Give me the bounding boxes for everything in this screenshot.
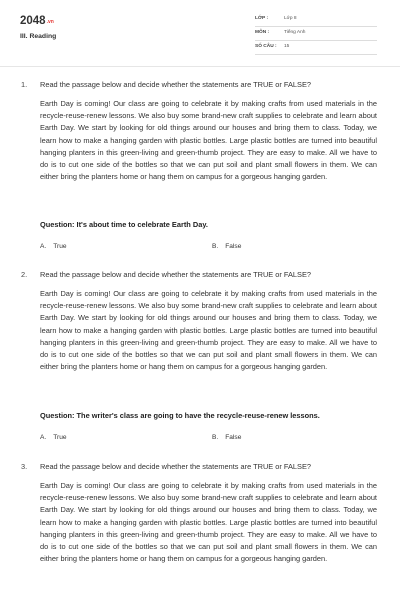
site-logo[interactable]	[20, 15, 54, 27]
option-letter: A.	[40, 243, 47, 250]
option-letter: A.	[40, 434, 47, 441]
option-a[interactable]	[40, 434, 67, 441]
section-title: III. Reading	[20, 33, 57, 40]
question-number: 3.	[21, 462, 28, 471]
meta-class-label: LỚP :	[255, 16, 269, 21]
meta-count-label: SỐ CÂU :	[255, 44, 277, 49]
option-text: False	[225, 243, 242, 250]
meta-subject-row	[255, 27, 377, 41]
question-statement: Question: The writer's class are going to have the recycle-reuse-renew lessons.	[40, 411, 320, 420]
question-number: 1.	[21, 80, 28, 89]
logo-text: 2048	[20, 15, 46, 27]
header-divider	[0, 66, 400, 67]
reading-passage: Earth Day is coming! Our class are going to celebrate it by making crafts from used materials in the recycle-reuse-renew lessons. We also buy some brand-new craft supplies to celebrate and learn about Earth Day. We start by looking for old things around our houses and bring them to class. Today, we learn how to make a hanging garden with plastic bottles. Large plastic bottles are turned into beautiful hanging planters in this green-living and green-thumb project. They are easy to make. All we have to do is to cut one side of the bottles so that we can put soil and plant small flowers in them. We can either bring the planters home or hang them on campus for a gorgeous hanging garden.	[40, 481, 377, 564]
question-instruction: Read the passage below and decide whether the statements are TRUE or FALSE?	[40, 270, 312, 279]
question-instruction: Read the passage below and decide whether the statements are TRUE or FALSE?	[40, 462, 312, 471]
question-instruction: Read the passage below and decide whether the statements are TRUE or FALSE?	[40, 80, 312, 89]
meta-count-row	[255, 41, 377, 55]
reading-passage: Earth Day is coming! Our class are going to celebrate it by making crafts from used materials in the recycle-reuse-renew lessons. We also buy some brand-new craft supplies to celebrate and learn about Earth Day. We start by looking for old things around our houses and bring them to class. Today, we learn how to make a hanging garden with plastic bottles. Large plastic bottles are turned into beautiful hanging planters in this green-living and green-thumb project. They are easy to make. All we have to do is to cut one side of the bottles so that we can put soil and plant small flowers in them. We can either bring the planters home or hang them on campus for a gorgeous hanging garden.	[40, 289, 377, 372]
meta-subject-label: MÔN :	[255, 30, 270, 35]
question-3	[0, 462, 400, 600]
meta-class-value: Lớp 8	[284, 16, 297, 21]
option-text: False	[225, 434, 242, 441]
option-b[interactable]	[212, 434, 241, 441]
logo-suffix: .vn	[46, 19, 54, 25]
option-text: True	[53, 243, 67, 250]
question-number: 2.	[21, 270, 28, 279]
question-1	[0, 80, 400, 258]
option-a[interactable]	[40, 243, 67, 250]
reading-passage: Earth Day is coming! Our class are going to celebrate it by making crafts from used materials in the recycle-reuse-renew lessons. We also buy some brand-new craft supplies to celebrate and learn about Earth Day. We start by looking for old things around our houses and bring them to class. Today, we learn how to make a hanging garden with plastic bottles. Large plastic bottles are turned into beautiful hanging planters in this green-living and green-thumb project. They are easy to make. All we have to do is to cut one side of the bottles so that we can put soil and plant small flowers in them. We can either bring the planters home or hang them on campus for a gorgeous hanging garden.	[40, 99, 377, 182]
question-2	[0, 270, 400, 448]
meta-subject-value: Tiếng Anh	[284, 30, 306, 35]
option-b[interactable]	[212, 243, 241, 250]
meta-class-row	[255, 13, 377, 27]
meta-count-value: 15	[284, 44, 290, 49]
page-header	[0, 0, 400, 62]
question-statement: Question: It's about time to celebrate Earth Day.	[40, 220, 208, 229]
option-letter: B.	[212, 243, 219, 250]
option-letter: B.	[212, 434, 219, 441]
option-text: True	[53, 434, 67, 441]
